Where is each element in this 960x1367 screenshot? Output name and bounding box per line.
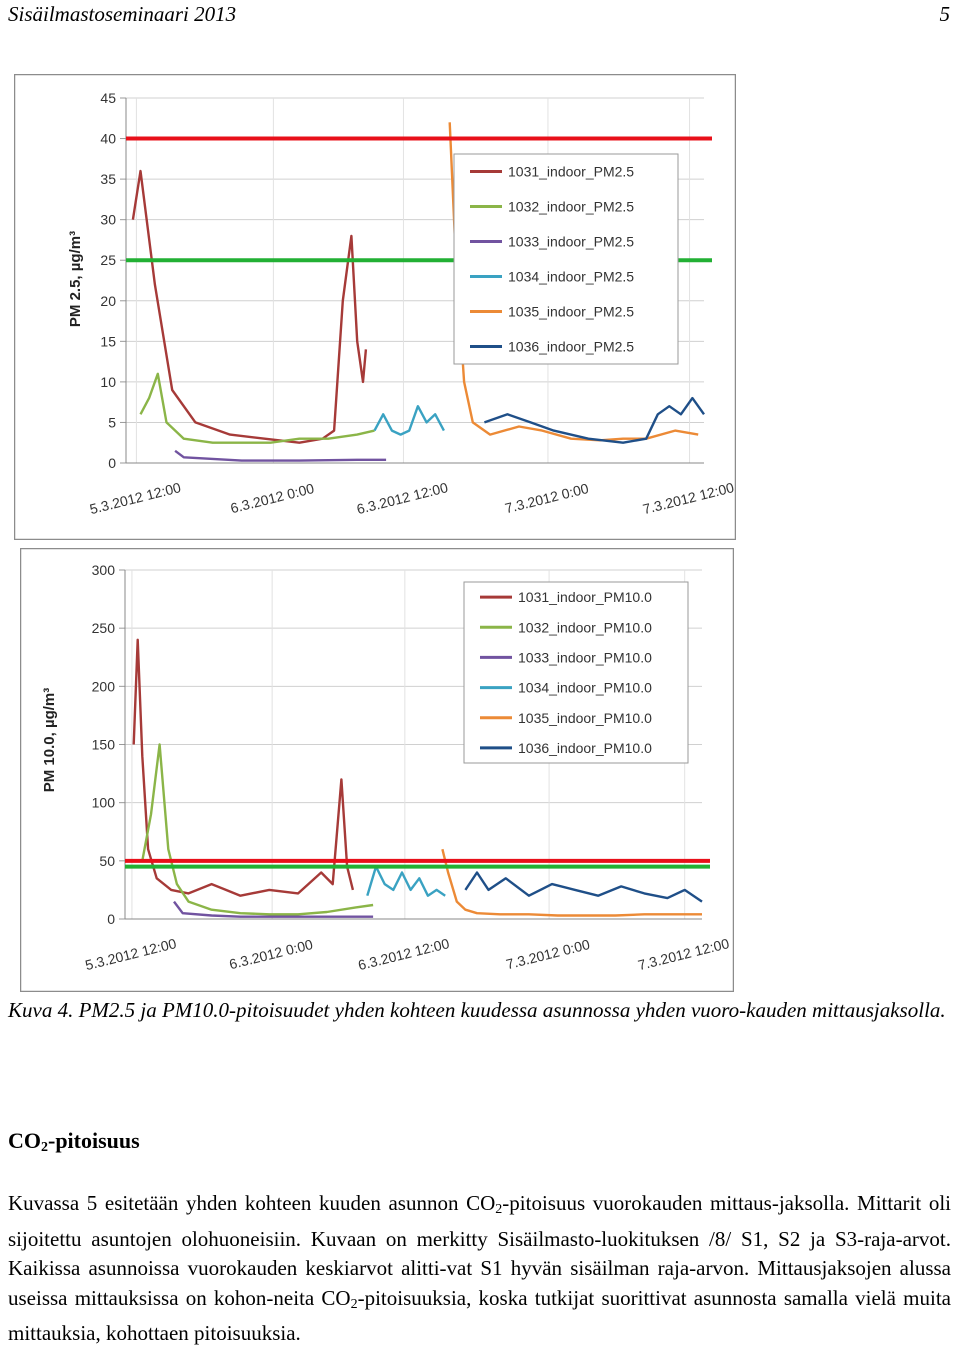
chart-svg	[20, 548, 734, 992]
body-paragraph: Kuvassa 5 esitetään yhden kohteen kuuden asunnon $CO_2$-pitoisuus vuorokauden mittaus-jaksolla. Mittarit oli sijoitettu asuntojen olohuoneisiin. Kuvaan on merkitty Sisäilmasto-luokituksen /8/ S1, S2 ja S3-raja-arvot. Kaikissa asunnoissa vuorokauden keskiarvot alitti-vat S1 hyvän sisäilman raja-arvon. Mittausjaksojen alussa useissa mittauksissa on kohon-neita $CO_2$-pitoisuuksia, koska tutkijat suorittivat asunnosta samalla vielä muita mittauksia, kohottaen pitoisuuksia.	[8, 1191, 951, 1345]
legend-label: 1033_indoor_PM10.0	[518, 649, 652, 666]
x-tick-label: 6.3.2012 12:00	[354, 479, 450, 518]
y-tick-label: 5	[108, 414, 116, 431]
x-tick-label: 7.3.2012 0:00	[503, 480, 591, 517]
running-title: Sisäilmastoseminaari 2013	[8, 2, 237, 26]
legend-label: 1035_indoor_PM10.0	[518, 709, 652, 726]
legend-box	[464, 582, 688, 763]
legend-label: 1036_indoor_PM2.5	[508, 338, 635, 355]
y-tick-label: 0	[107, 911, 115, 927]
legend-label: 1034_indoor_PM2.5	[508, 268, 635, 285]
legend-label: 1032_indoor_PM2.5	[508, 198, 635, 215]
legend-label: 1031_indoor_PM2.5	[508, 163, 635, 180]
x-tick-label: 7.3.2012 12:00	[641, 479, 736, 518]
x-tick-label: 5.3.2012 12:00	[87, 479, 183, 518]
legend-label: 1032_indoor_PM10.0	[518, 619, 652, 636]
y-tick-label: 45	[100, 90, 116, 106]
y-tick-label: 50	[99, 852, 115, 869]
legend-label: 1036_indoor_PM10.0	[518, 739, 652, 756]
pm10-chart	[20, 548, 734, 992]
y-tick-label: 250	[91, 620, 115, 637]
y-tick-label: 150	[91, 736, 115, 753]
x-tick-label: 6.3.2012 0:00	[228, 480, 316, 517]
section-heading: $CO_2$-pitoisuus	[8, 1128, 140, 1155]
y-tick-label: 35	[100, 171, 116, 188]
x-tick-label: 7.3.2012 0:00	[504, 936, 592, 973]
y-tick-label: 300	[91, 562, 115, 578]
pm25-chart	[14, 74, 736, 540]
y-tick-label: 200	[91, 678, 115, 695]
y-tick-label: 10	[100, 373, 116, 390]
legend-label: 1035_indoor_PM2.5	[508, 303, 635, 320]
y-tick-label: 100	[91, 794, 115, 811]
y-tick-label: 20	[100, 292, 116, 309]
y-axis-label: PM 10.0, µg/m³	[41, 687, 58, 793]
page-header	[8, 2, 952, 28]
page-number: 5	[939, 2, 950, 26]
y-tick-label: 15	[100, 333, 116, 350]
x-tick-label: 6.3.2012 0:00	[227, 936, 315, 973]
y-tick-label: 40	[100, 130, 116, 147]
legend-label: 1034_indoor_PM10.0	[518, 679, 652, 696]
x-tick-label: 5.3.2012 12:00	[83, 935, 178, 974]
y-tick-label: 0	[108, 455, 116, 471]
legend-label: 1033_indoor_PM2.5	[508, 233, 635, 250]
x-tick-label: 7.3.2012 12:00	[636, 935, 731, 974]
legend-label: 1031_indoor_PM10.0	[518, 589, 652, 606]
y-axis-label: PM 2.5, µg/m³	[67, 230, 84, 328]
chart-svg	[14, 74, 736, 540]
legend-box	[454, 154, 678, 364]
y-tick-label: 30	[100, 211, 116, 228]
figure-caption: Kuva 4. PM2.5 ja PM10.0-pitoisuudet yhden kohteen kuudessa asunnossa yhden vuoro-kauden mittausjaksolla.	[8, 998, 946, 1022]
y-tick-label: 25	[100, 252, 116, 269]
x-tick-label: 6.3.2012 12:00	[356, 935, 451, 974]
